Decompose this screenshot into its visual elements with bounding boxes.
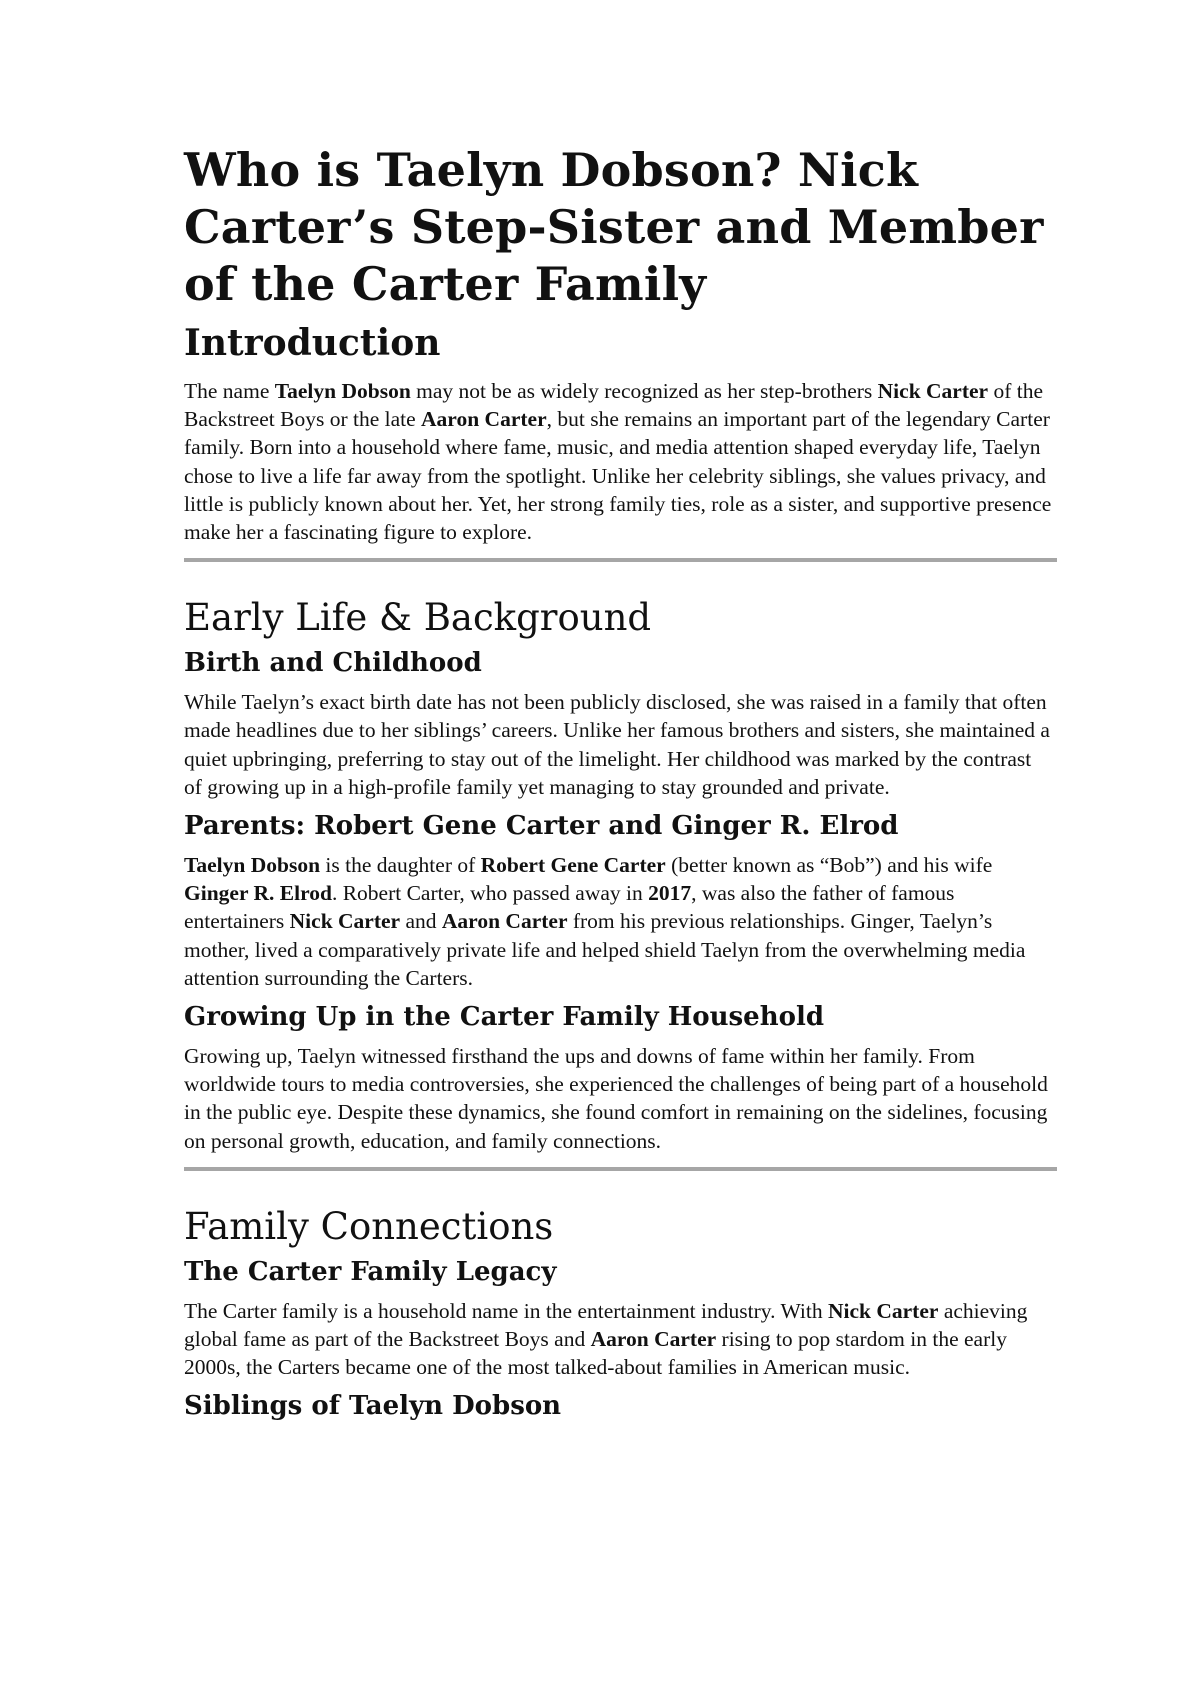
text-run: is the daughter of — [320, 853, 481, 878]
text-run: rising to pop stardom in the early 2000s, the Carters became one of the most talked-about families in American music. — [184, 1327, 1007, 1380]
carter-legacy-paragraph — [184, 1297, 1054, 1382]
text-run: . Robert Carter, who passed away in — [331, 881, 649, 906]
introduction-paragraph — [184, 377, 1054, 546]
text-run: , was also the father of famous entertainers — [184, 881, 955, 934]
document-page — [184, 142, 1064, 1431]
carter-legacy-heading: The Carter Family Legacy — [184, 1256, 557, 1287]
text-run: Growing up, Taelyn witnessed firsthand the ups and downs of fame within her family. From worldwide tours to media controversies, she experienced the challenges of being part of a household in the public eye. Despite these dynamics, she found comfort in remaining on the sidelines, focusing on personal growth, education, and family connections. — [184, 1044, 1048, 1153]
parents-paragraph — [184, 851, 1054, 992]
birth-childhood-paragraph — [184, 688, 1054, 801]
parents-heading: Parents: Robert Gene Carter and Ginger R. Elrod — [184, 811, 899, 842]
text-run: (better known as “Bob”) and his wife — [665, 853, 993, 878]
siblings-heading: Siblings of Taelyn Dobson — [184, 1391, 562, 1422]
bold-text-run: Aaron Carter — [421, 407, 547, 432]
bold-text-run: Taelyn Dobson — [274, 379, 411, 403]
bold-text-run: Nick Carter — [289, 909, 401, 934]
text-run: , but she remains an important part of the legendary Carter family. Born into a household where fame, music, and media attention shaped everyday life, Taelyn chose to live a life far away from the spotlight. Unlike her celebrity siblings, she values privacy, and little is publicly known about her. Yet, her strong family ties, role as a sister, and supportive presence make her a fascinating figure to explore. — [184, 407, 1052, 545]
text-run: from his previous relationships. Ginger, Taelyn’s mother, lived a comparatively private life and helped shield Taelyn from the overwhelming media attention surrounding the Carters. — [184, 909, 1026, 990]
bold-text-run: 2017 — [648, 881, 692, 906]
bold-text-run: Robert Gene Carter — [480, 853, 666, 878]
introduction-heading: Introduction — [184, 322, 441, 364]
growing-up-paragraph — [184, 1042, 1054, 1155]
growing-up-heading: Growing Up in the Carter Family Household — [184, 1002, 825, 1033]
text-run: The name — [184, 379, 275, 403]
text-run: The Carter family is a household name in the entertainment industry. With — [184, 1298, 828, 1323]
bold-text-run: Nick Carter — [877, 379, 989, 403]
bold-text-run: Taelyn Dobson — [184, 853, 321, 878]
section-divider — [184, 558, 1057, 562]
text-run: and — [400, 909, 442, 934]
text-run: achieving global fame as part of the Backstreet Boys and — [184, 1298, 1028, 1352]
text-run: may not be as widely recognized as her step-brothers — [410, 379, 878, 403]
bold-text-run: Aaron Carter — [441, 909, 568, 934]
birth-childhood-heading: Birth and Childhood — [184, 648, 482, 679]
section-divider — [184, 1167, 1057, 1171]
family-connections-heading: Family Connections — [184, 1204, 554, 1248]
text-run: While Taelyn’s exact birth date has not been publicly disclosed, she was raised in a family that often made headlines due to her siblings’ careers. Unlike her famous brothers and sisters, she maintained a quiet upbringing, preferring to stay out of the limelight. Her childhood was marked by the contrast of growing up in a high-profile family yet managing to stay grounded and private. — [184, 690, 1050, 799]
bold-text-run: Nick Carter — [827, 1298, 939, 1323]
document-title: Who is Taelyn Dobson? Nick Carter’s Step-Sister and Member of the Carter Family — [184, 143, 1044, 311]
text-run: of the Backstreet Boys or the late — [184, 379, 1044, 432]
early-life-heading: Early Life & Background — [184, 596, 652, 640]
bold-text-run: Ginger R. Elrod — [184, 881, 332, 906]
bold-text-run: Aaron Carter — [590, 1327, 717, 1352]
